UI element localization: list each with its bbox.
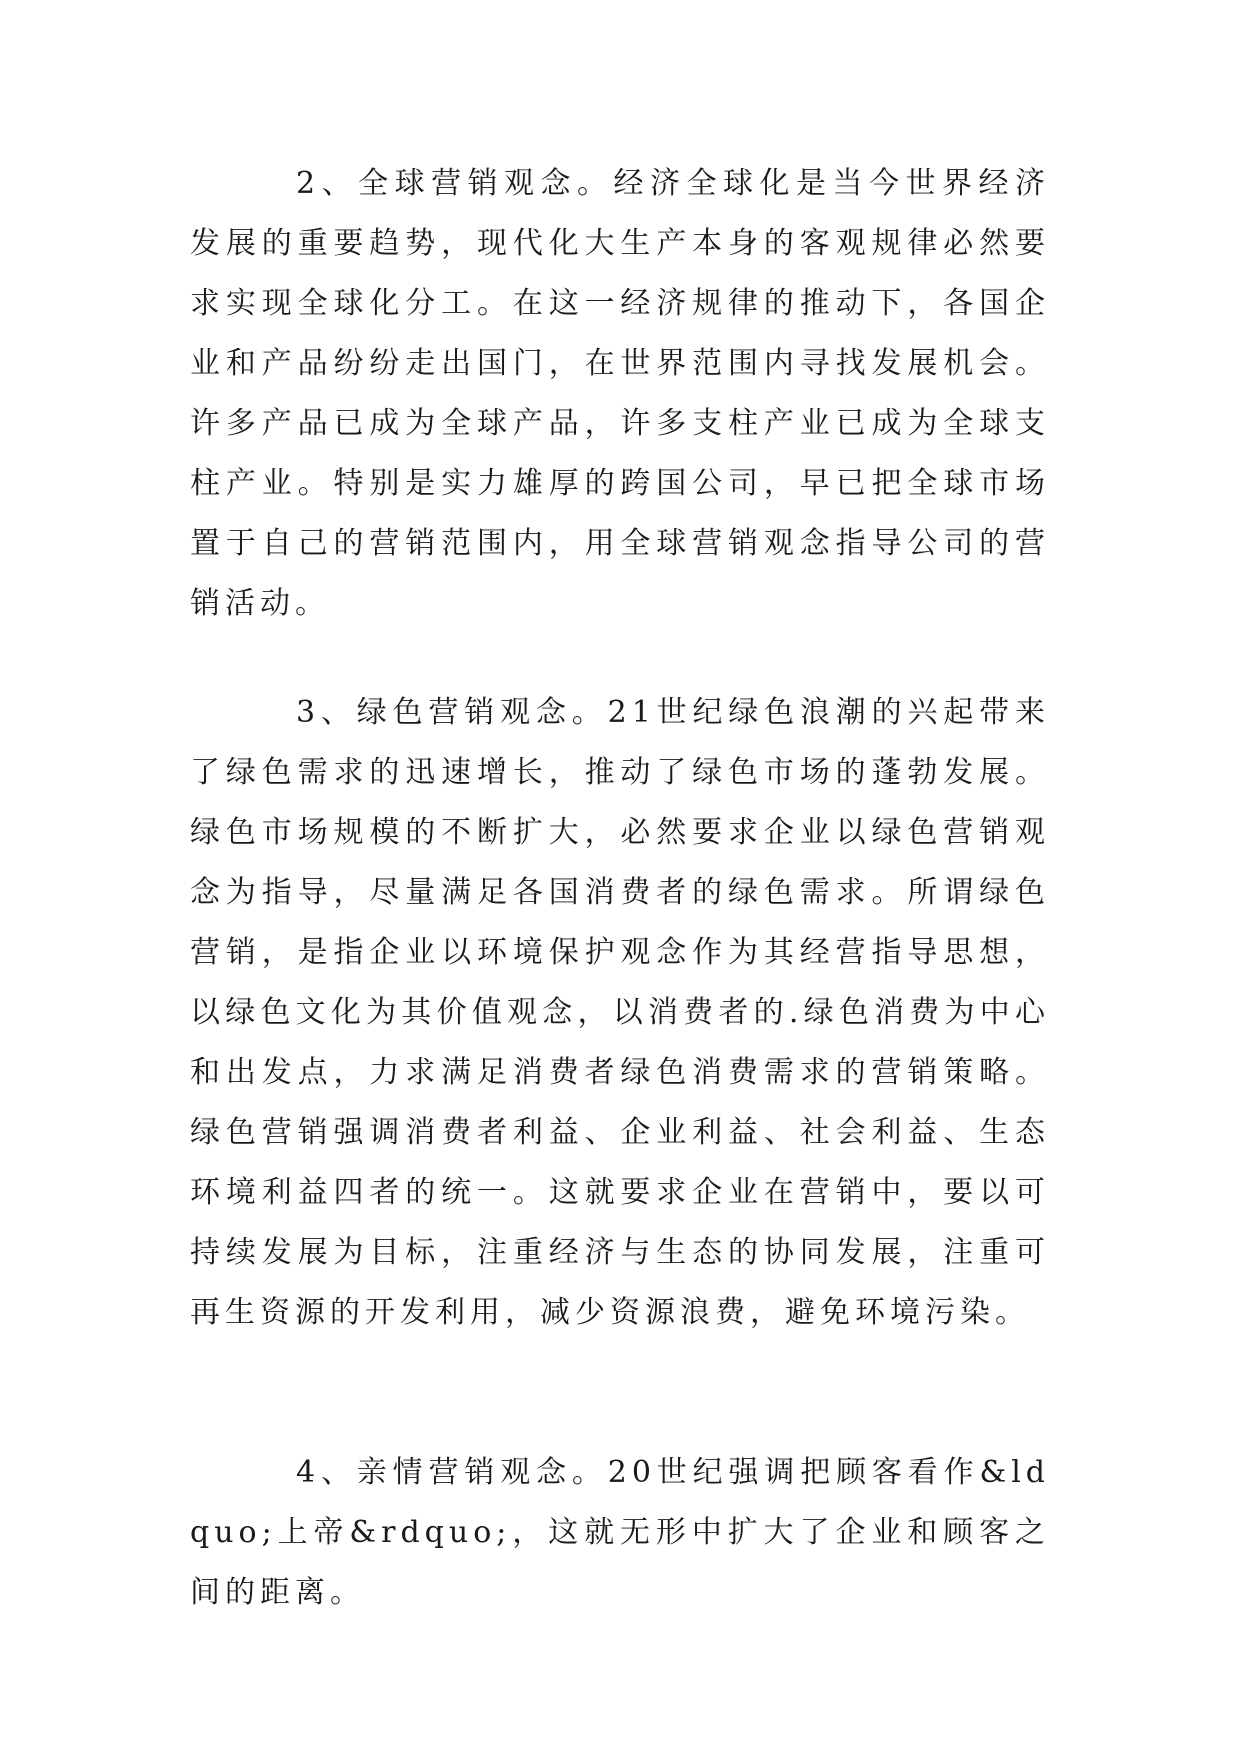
paragraph-green-marketing: 3、绿色营销观念。21世纪绿色浪潮的兴起带来了绿色需求的迅速增长，推动了绿色市场的蓬勃发展。绿色市场规模的不断扩大，必然要求企业以绿色营销观念为指导，尽量满足各国消费者的绿色需求。所谓绿色营销，是指企业以环境保护观念作为其经营指导思想，以绿色文化为其价值观念，以消费者的.绿色消费为中心和出发点，力求满足消费者绿色消费需求的营销策略。绿色营销强调消费者利益、企业利益、社会利益、生态环境利益四者的统一。这就要求企业在营销中，要以可持续发展为目标，注重经济与生态的协同发展，注重可再生资源的开发利用，减少资源浪费，避免环境污染。	[190, 695, 1050, 1330]
paragraph-global-marketing: 2、全球营销观念。经济全球化是当今世界经济发展的重要趋势，现代化大生产本身的客观规律必然要求实现全球化分工。在这一经济规律的推动下，各国企业和产品纷纷走出国门，在世界范围内寻找发展机会。许多产品已成为全球产品，许多支柱产业已成为全球支柱产业。特别是实力雄厚的跨国公司，早已把全球市场置于自己的营销范围内，用全球营销观念指导公司的营销活动。	[190, 166, 1050, 621]
paragraph-affection-marketing: 4、亲情营销观念。20世纪强调把顾客看作&ldquo;上帝&rdquo;，这就无形中扩大了企业和顾客之间的距离。	[190, 1455, 1050, 1610]
